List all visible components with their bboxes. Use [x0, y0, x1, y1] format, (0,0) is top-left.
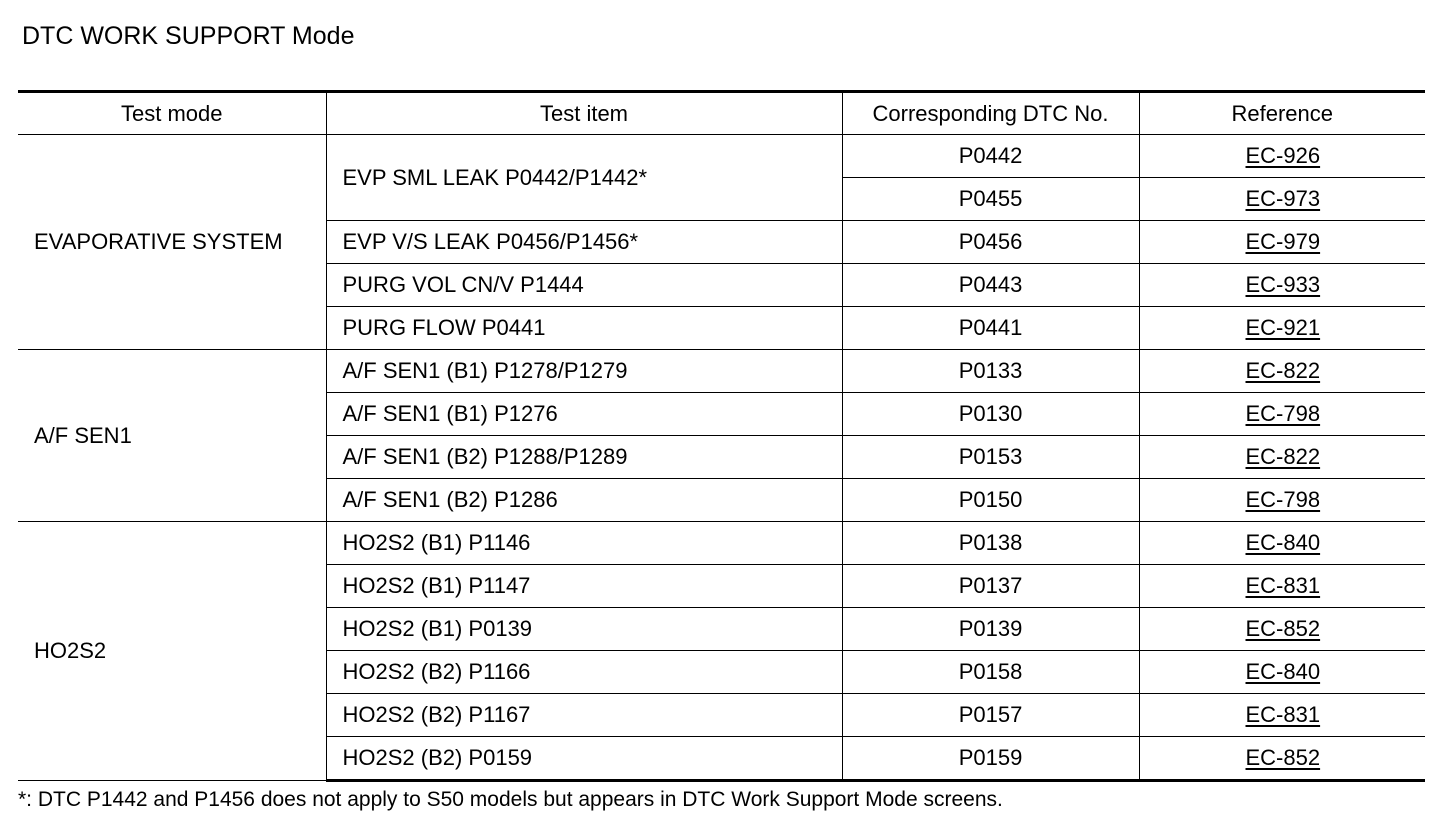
dtc-code-cell: P0455 [842, 178, 1139, 221]
table-row [18, 350, 1425, 393]
reference-cell [1139, 393, 1425, 436]
test-item-cell: A/F SEN1 (B2) P1286 [326, 479, 842, 522]
dtc-code-cell: P0137 [842, 565, 1139, 608]
dtc-code-cell: P0153 [842, 436, 1139, 479]
dtc-code-cell: P0441 [842, 307, 1139, 350]
reference-cell [1139, 221, 1425, 264]
dtc-code-cell: P0159 [842, 737, 1139, 781]
test-item-cell: PURG FLOW P0441 [326, 307, 842, 350]
dtc-code-cell: P0139 [842, 608, 1139, 651]
dtc-code-cell: P0442 [842, 135, 1139, 178]
dtc-code-cell: P0443 [842, 264, 1139, 307]
test-item-cell: A/F SEN1 (B2) P1288/P1289 [326, 436, 842, 479]
test-item-cell: EVP SML LEAK P0442/P1442* [326, 135, 842, 221]
test-item-cell: PURG VOL CN/V P1444 [326, 264, 842, 307]
dtc-code-cell: P0456 [842, 221, 1139, 264]
header-test-mode: Test mode [18, 92, 326, 135]
table-row [18, 135, 1425, 178]
reference-link[interactable]: EC-822 [1245, 358, 1321, 383]
reference-link[interactable]: EC-798 [1245, 401, 1321, 426]
footnote: *: DTC P1442 and P1456 does not apply to S50 models but appears in DTC Work Support Mode screens. [18, 788, 1003, 811]
header-test-item: Test item [326, 92, 842, 135]
reference-link[interactable]: EC-840 [1245, 530, 1321, 555]
dtc-code-cell: P0158 [842, 651, 1139, 694]
reference-link[interactable]: EC-798 [1245, 487, 1321, 512]
dtc-code-cell: P0138 [842, 522, 1139, 565]
test-item-cell: EVP V/S LEAK P0456/P1456* [326, 221, 842, 264]
reference-cell [1139, 479, 1425, 522]
reference-link[interactable]: EC-831 [1245, 702, 1321, 727]
reference-link[interactable]: EC-831 [1245, 573, 1321, 598]
dtc-code-cell: P0150 [842, 479, 1139, 522]
table-row [18, 522, 1425, 565]
page-title: DTC WORK SUPPORT Mode [22, 22, 355, 50]
header-dtc-no: Corresponding DTC No. [842, 92, 1139, 135]
reference-link[interactable]: EC-822 [1245, 444, 1321, 469]
reference-link[interactable]: EC-921 [1245, 315, 1321, 340]
reference-cell [1139, 522, 1425, 565]
reference-cell [1139, 694, 1425, 737]
reference-link[interactable]: EC-840 [1245, 659, 1321, 684]
reference-cell [1139, 737, 1425, 781]
test-mode-cell: EVAPORATIVE SYSTEM [18, 135, 326, 350]
reference-cell [1139, 651, 1425, 694]
reference-link[interactable]: EC-926 [1245, 143, 1321, 168]
reference-link[interactable]: EC-933 [1245, 272, 1321, 297]
test-item-cell: HO2S2 (B1) P0139 [326, 608, 842, 651]
test-item-cell: HO2S2 (B2) P1167 [326, 694, 842, 737]
reference-cell [1139, 436, 1425, 479]
test-mode-cell: A/F SEN1 [18, 350, 326, 522]
reference-cell [1139, 307, 1425, 350]
reference-link[interactable]: EC-979 [1245, 229, 1321, 254]
dtc-code-cell: P0157 [842, 694, 1139, 737]
test-item-cell: HO2S2 (B1) P1146 [326, 522, 842, 565]
reference-cell [1139, 178, 1425, 221]
reference-cell [1139, 264, 1425, 307]
test-item-cell: HO2S2 (B2) P0159 [326, 737, 842, 781]
header-reference: Reference [1139, 92, 1425, 135]
reference-link[interactable]: EC-852 [1245, 616, 1321, 641]
reference-link[interactable]: EC-852 [1245, 745, 1321, 770]
test-item-cell: HO2S2 (B2) P1166 [326, 651, 842, 694]
reference-link[interactable]: EC-973 [1245, 186, 1321, 211]
reference-cell [1139, 350, 1425, 393]
test-mode-cell: HO2S2 [18, 522, 326, 781]
reference-cell [1139, 565, 1425, 608]
reference-cell [1139, 135, 1425, 178]
dtc-code-cell: P0130 [842, 393, 1139, 436]
test-item-cell: A/F SEN1 (B1) P1276 [326, 393, 842, 436]
dtc-work-support-table [18, 90, 1425, 782]
table-header-row [18, 92, 1425, 135]
reference-cell [1139, 608, 1425, 651]
dtc-code-cell: P0133 [842, 350, 1139, 393]
test-item-cell: A/F SEN1 (B1) P1278/P1279 [326, 350, 842, 393]
test-item-cell: HO2S2 (B1) P1147 [326, 565, 842, 608]
